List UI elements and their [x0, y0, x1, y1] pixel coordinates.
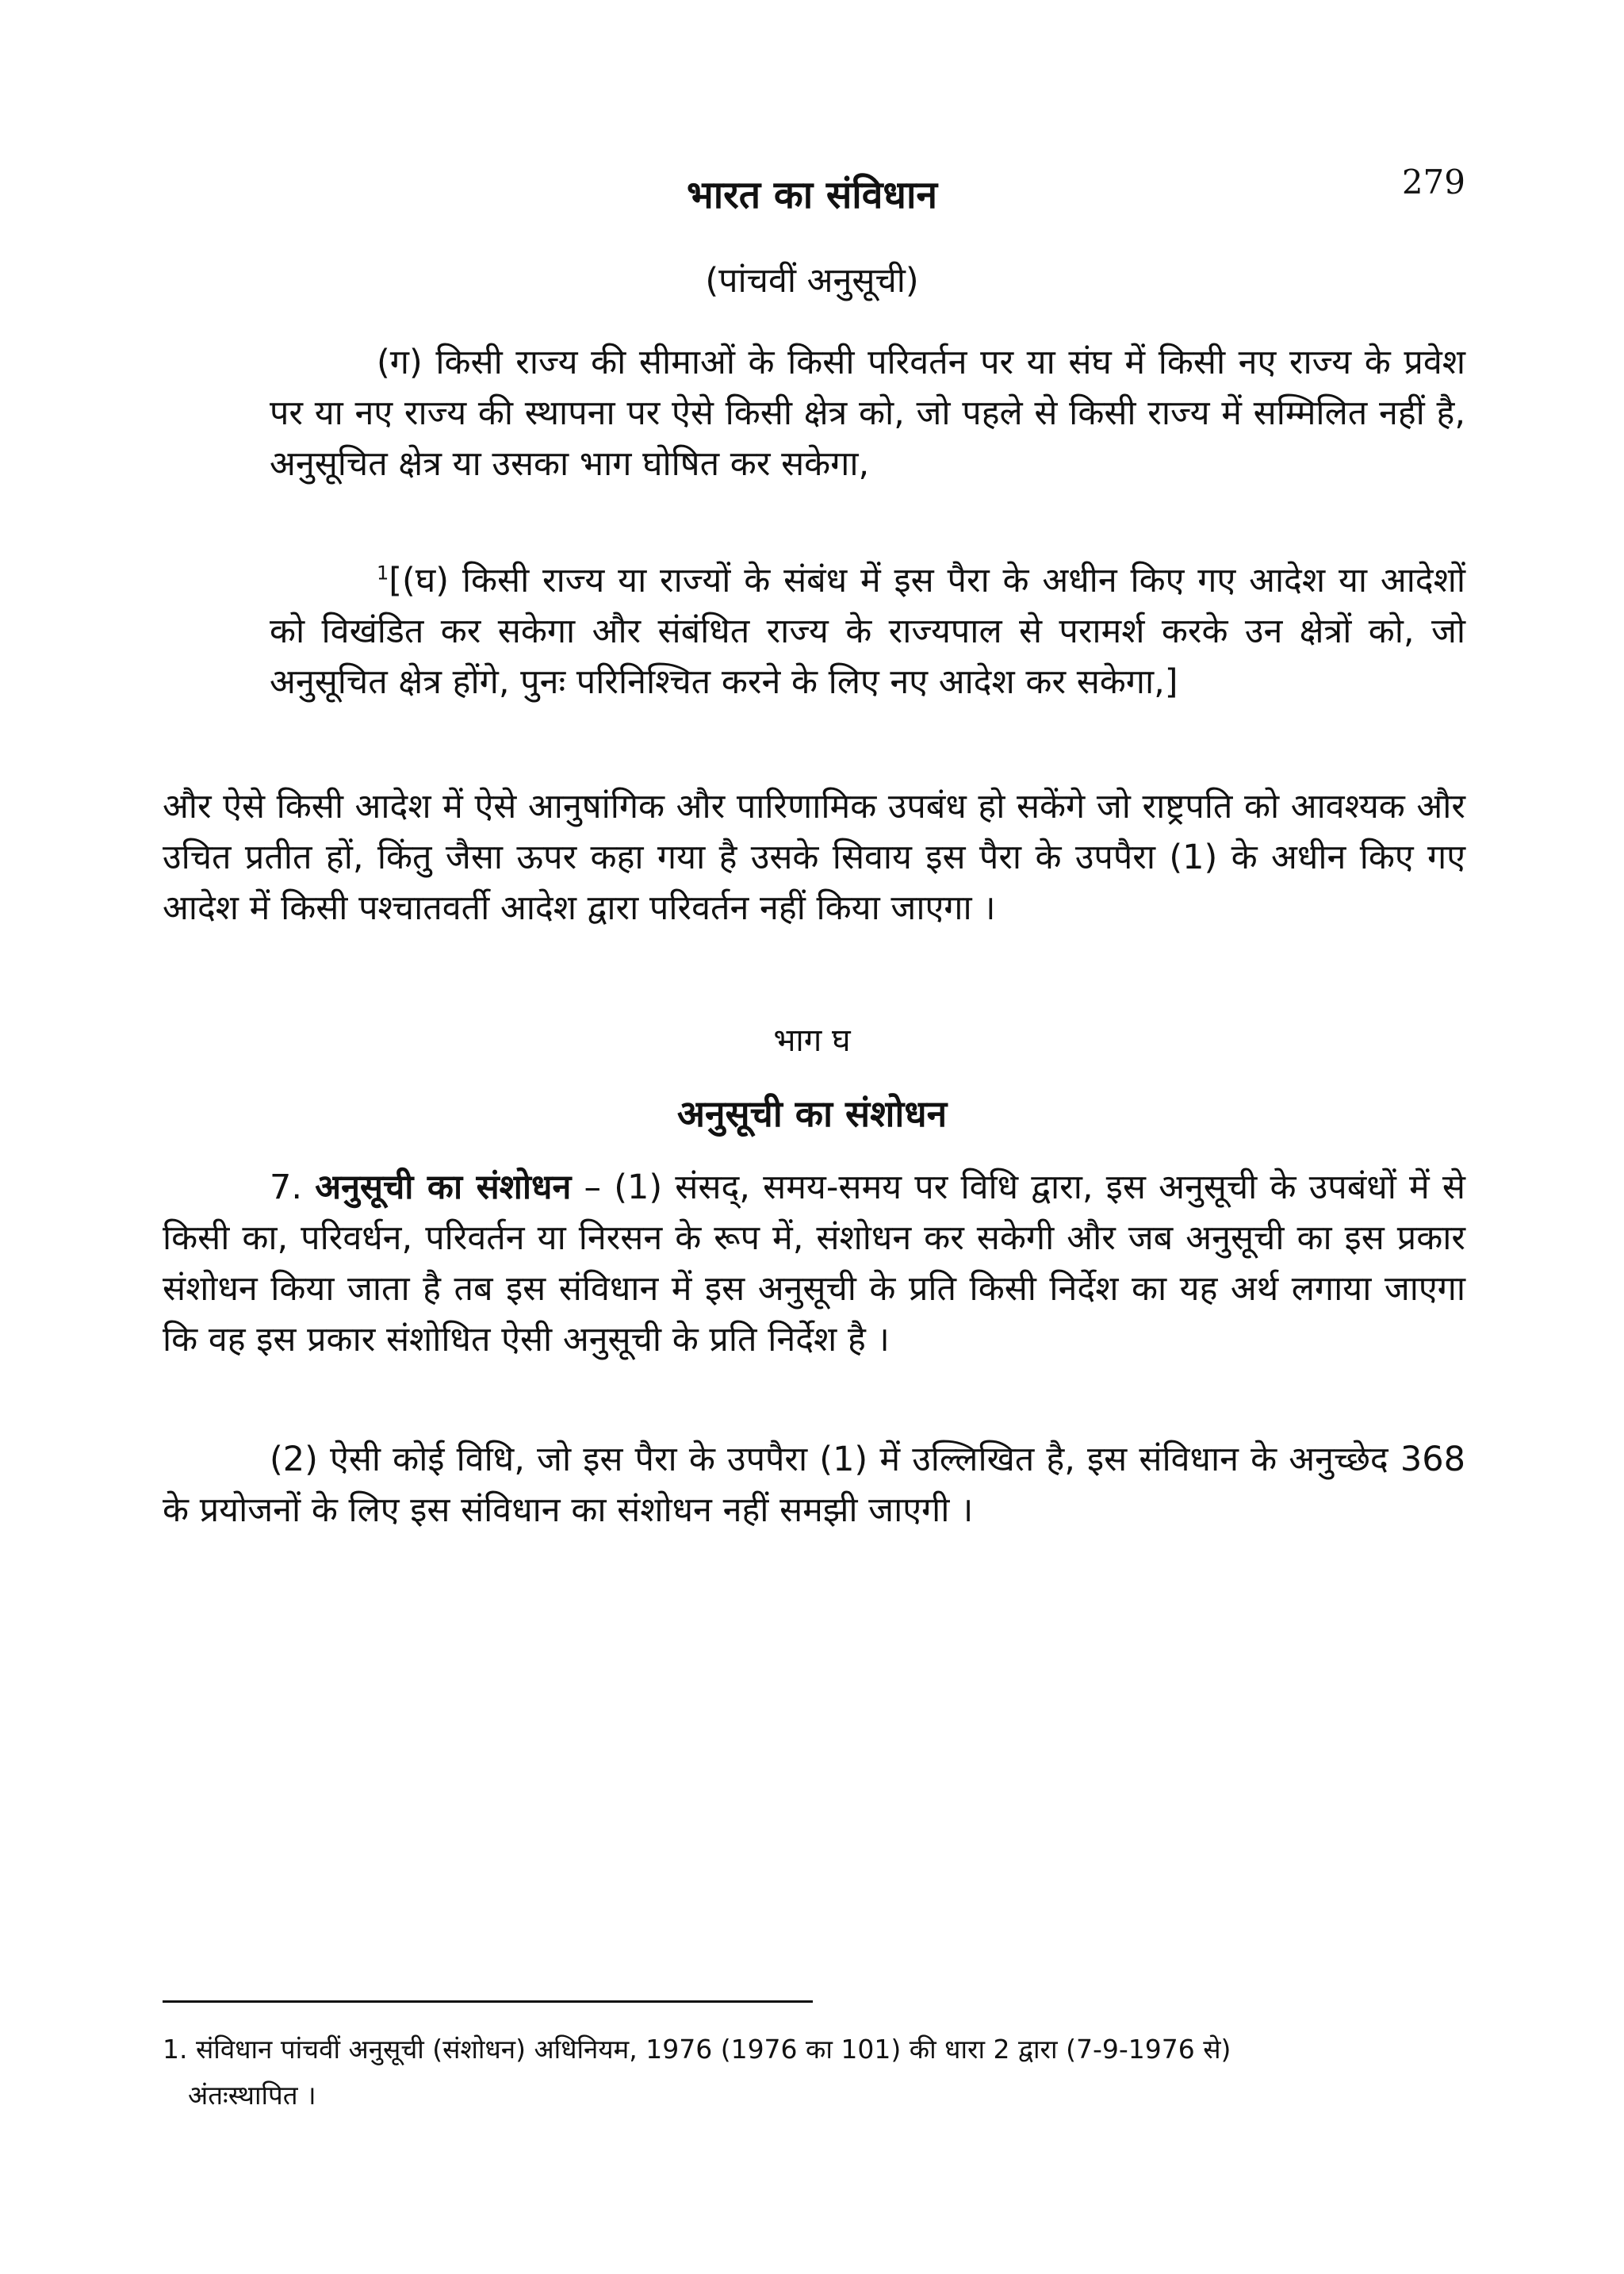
section-7-1-text: – (1) संसद्, समय-समय पर विधि द्वारा, इस अनुसूची के उपबंधों में से किसी का, परिवर्धन, परिवर्तन या निरसन के रूप में, संशोधन कर सकेगी और जब अनुसूची का इस प्रकार संशोधन किया जाता है तब इस संविधान में इस अनुसूची के प्रति किसी निर्देश का यह अर्थ लगाया जाएगा कि वह इस प्रकार संशोधित ऐसी अनुसूची के प्रति निर्देश है । — [163, 1168, 1465, 1359]
closing-paragraph: और ऐसे किसी आदेश में ऐसे आनुषांगिक और पारिणामिक उपबंध हो सकेंगे जो राष्ट्रपति को आवश्यक और उचित प्रतीत हों, किंतु जैसा ऊपर कहा गया है उसके सिवाय इस पैरा के उपपैरा (1) के अधीन किए गए आदेश में किसी पश्चातवर्ती आदेश द्वारा परिवर्तन नहीं किया जाएगा । — [163, 787, 1465, 928]
clause-gha — [270, 555, 1465, 708]
section-7-paragraph-1 — [163, 1162, 1465, 1365]
clause-ga — [270, 337, 1465, 489]
footnote-continuation: अंतःस्थापित । — [188, 2080, 316, 2111]
clause-gha-text: [(घ) किसी राज्य या राज्यों के संबंध में इस पैरा के अधीन किए गए आदेश या आदेशों को विखंडित कर सकेगा और संबंधित राज्य के राज्यपाल से परामर्श करके उन क्षेत्रों को, जो अनुसूचित क्षेत्र होंगे, पुनः परिनिश्चित करने के लिए नए आदेश कर सकेगा,] — [270, 561, 1465, 702]
clause-ga-text: (ग) किसी राज्य की सीमाओं के किसी परिवर्तन पर या संघ में किसी नए राज्य के प्रवेश पर या नए राज्य की स्थापना पर ऐसे किसी क्षेत्र को, जो पहले से किसी राज्य में सम्मिलित नहीं है, अनुसूचित क्षेत्र या उसका भाग घोषित कर सकेगा, — [270, 343, 1466, 484]
section-number: 7. — [270, 1168, 303, 1207]
page-number: 279 — [1401, 163, 1465, 201]
footnote-divider — [163, 2000, 813, 2003]
footnote-reference: 1 — [377, 562, 389, 585]
part-label: भाग घ — [773, 1022, 851, 1059]
footnote-marker: 1. — [163, 2034, 188, 2065]
section-7-paragraph-2 — [163, 1434, 1465, 1536]
footnote-text: संविधान पांचवीं अनुसूची (संशोधन) अधिनियम, 1976 (1976 का 101) की धारा 2 द्वारा (7-9-1976 से) — [196, 2034, 1231, 2065]
section-7-2-text: (2) ऐसी कोई विधि, जो इस पैरा के उपपैरा (1) में उल्लिखित है, इस संविधान के अनुच्छेद 368 के प्रयोजनों के लिए इस संविधान का संशोधन नहीं समझी जाएगी । — [163, 1440, 1465, 1530]
footnote — [163, 2027, 1465, 2119]
section-heading: अनुसूची का संशोधन — [315, 1168, 572, 1207]
page-title: भारत का संविधान — [686, 173, 938, 217]
schedule-subtitle: (पांचवीं अनुसूची) — [705, 261, 919, 301]
part-title: अनुसूची का संशोधन — [676, 1092, 948, 1135]
